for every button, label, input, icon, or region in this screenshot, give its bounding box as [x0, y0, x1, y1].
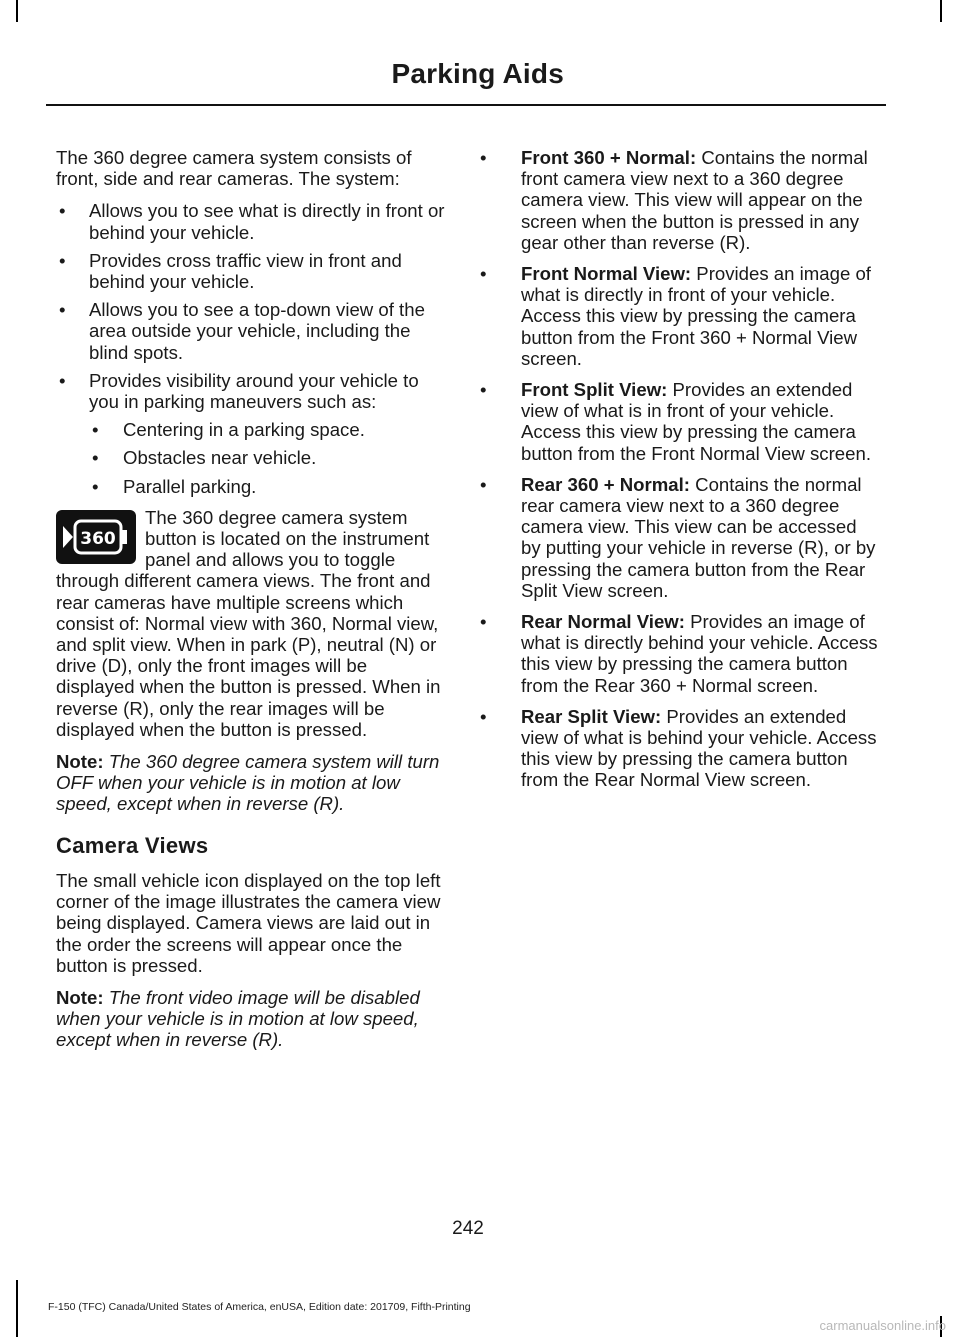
intro-paragraph: The 360 degree camera system consists of front, side and rear cameras. The system:: [56, 147, 412, 190]
note-text: The 360 degree camera system will turn OFF when your vehicle is in motion at low speed, except when in reverse (R).: [56, 751, 440, 815]
section-heading: Camera Views: [56, 832, 209, 858]
view-description: Contains the normal rear camera view next to a 360 degree camera view. This view can be accessed by putting your vehicle in reverse (R), or by pressing the camera button from the Rear Split View screen.: [521, 473, 876, 601]
list-item: • Provides cross traffic view in front and behind your vehicle.: [56, 250, 448, 292]
list-item: [480, 474, 880, 601]
footer-edition: F-150 (TFC) Canada/United States of America, enUSA, Edition date: 201709, Fifth-Printing: [48, 1301, 471, 1313]
camera-button-paragraph: [56, 507, 448, 740]
icon-label: 360: [80, 528, 116, 549]
view-term: Rear 360 + Normal:: [521, 473, 690, 495]
view-description: Contains the normal front camera view next to a 360 degree camera view. This view will appear on the screen when the button is pressed in any gear other than reverse (R).: [521, 147, 868, 253]
note-motion: [56, 751, 448, 815]
list-item: • Allows you to see what is directly in front or behind your vehicle.: [56, 200, 448, 242]
view-term: Rear Normal View:: [521, 611, 685, 633]
note-label: Note:: [56, 986, 104, 1008]
list-item: [480, 611, 880, 696]
list-item: • Obstacles near vehicle.: [56, 447, 448, 468]
list-item: • Parallel parking.: [56, 476, 448, 497]
view-term: Front 360 + Normal:: [521, 147, 697, 168]
view-description: Provides an extended view of what is in front of your vehicle. Access this view by pressing the camera button from the Front Normal View screen.: [521, 379, 871, 464]
list-item: [480, 379, 880, 464]
header-rule: [46, 104, 886, 106]
camera-360-icon: [56, 510, 136, 564]
view-description: Provides an image of what is directly behind your vehicle. Access this view by pressing the camera button from the Rear 360 + Normal screen.: [521, 611, 878, 696]
view-term: Front Split View:: [521, 379, 668, 401]
list-item: • Centering in a parking space.: [56, 419, 448, 440]
camera-view-list: [480, 147, 880, 791]
page-number: 242: [452, 1218, 484, 1239]
note-label: Note:: [56, 751, 104, 773]
feature-list: [56, 200, 448, 412]
right-column: [480, 147, 880, 801]
list-item: [480, 263, 880, 369]
list-item: • Allows you to see a top-down view of the area outside your vehicle, including the blind spots.: [56, 299, 448, 363]
page-title: Parking Aids: [391, 58, 564, 89]
note-text: The front video image will be disabled when your vehicle is in motion at low speed, except when in reverse (R).: [56, 986, 420, 1051]
view-description: Provides an extended view of what is behind your vehicle. Access this view by pressing the camera button from the Rear Normal View screen.: [521, 705, 877, 791]
list-item: • Provides visibility around your vehicle to you in parking maneuvers such as:: [56, 370, 448, 412]
view-term: Front Normal View:: [521, 263, 692, 285]
watermark: carmanualsonline.info: [819, 1318, 946, 1333]
camera-360-glyph: [61, 518, 131, 556]
left-column: [56, 147, 448, 1062]
maneuver-list: [56, 419, 448, 497]
crop-mark-top-right: [940, 0, 942, 22]
section-paragraph: The small vehicle icon displayed on the top left corner of the image illustrates the camera view being displayed. Camera views are laid out in the order the screens will appear once the button is pressed.: [56, 869, 441, 976]
view-term: Rear Split View:: [521, 705, 662, 727]
crop-mark-bottom-left: [16, 1280, 18, 1337]
view-description: Provides an image of what is directly in front of your vehicle. Access this view by pressing the camera button from the Front 360 + Normal View screen.: [521, 263, 871, 369]
camera-button-text: The 360 degree camera system button is located on the instrument panel and allows you to toggle through different camera views. The front and rear cameras have multiple screens which consist of: Normal view with 360, Normal view, and split view. When in park (P), neutral (N) or drive (D), only the front images will be displayed when the button is pressed. When in reverse (R), only the rear images will be displayed when the button is pressed.: [56, 506, 441, 740]
note-front-video: [56, 987, 448, 1051]
list-item: [480, 147, 880, 253]
list-item: [480, 706, 880, 791]
crop-mark-top-left: [16, 0, 18, 22]
